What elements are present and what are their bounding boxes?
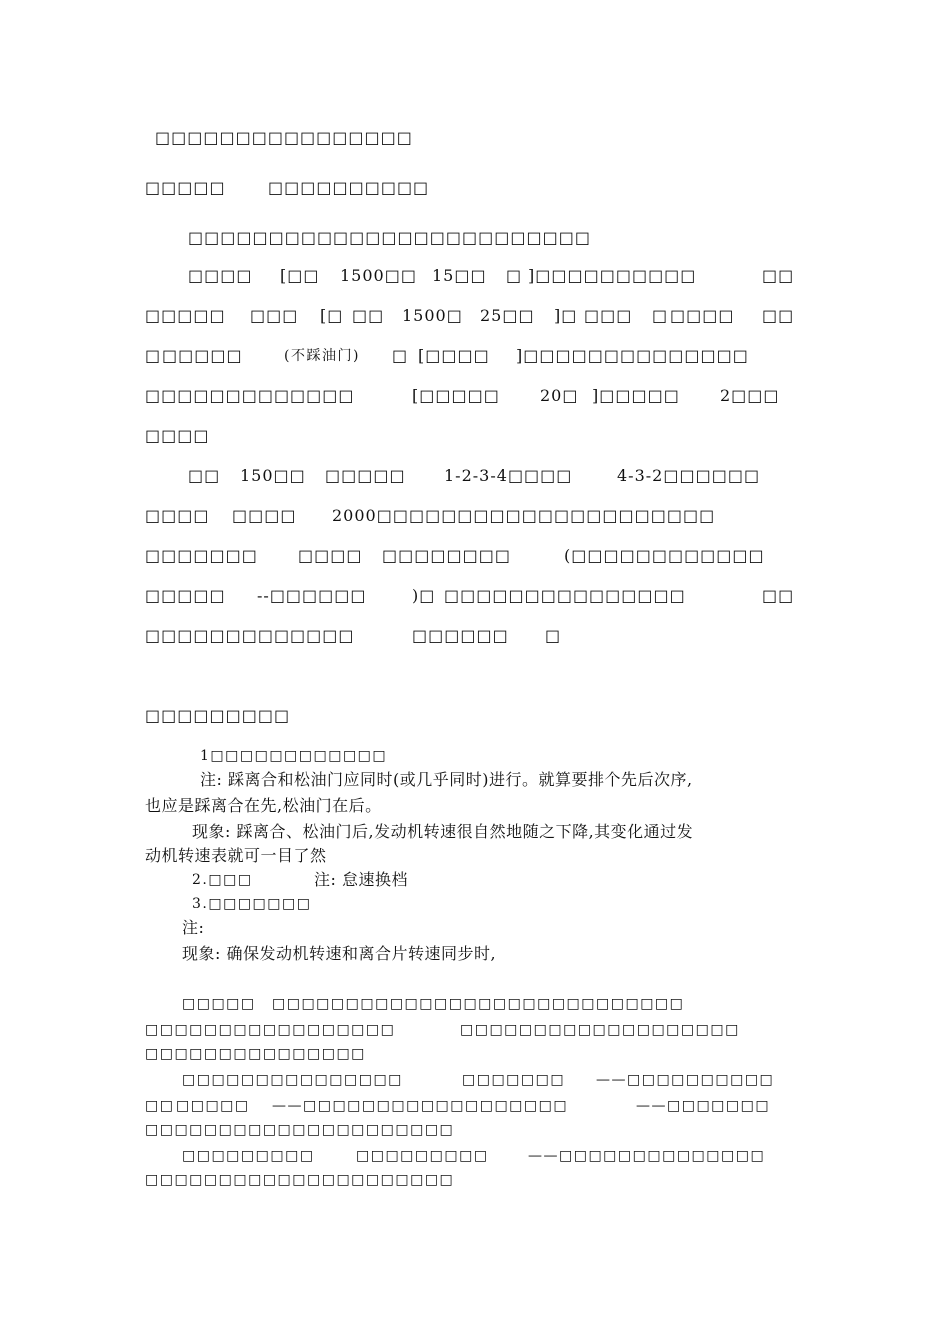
text-segment: 动机转速表就可一目了然	[145, 846, 327, 865]
text-segment: □□□□□□□□□□□□□□□	[182, 1072, 403, 1088]
text-line	[0, 466, 950, 492]
text-line	[0, 128, 950, 154]
text-segment: □□□□□□□□□	[145, 706, 291, 725]
text-segment: 注: 怠速换档	[314, 870, 408, 889]
text-segment: ——□□□□□□□□□□□□□□	[528, 1148, 766, 1164]
text-segment: 2□□□	[720, 386, 780, 405]
text-segment: □□	[762, 586, 795, 605]
text-segment: 也应是踩离合在先,松油门在后。	[145, 796, 382, 815]
text-segment: ]□□□□□□□□□□	[528, 266, 697, 285]
text-line	[0, 506, 950, 532]
text-segment: □□□□□□□	[462, 1072, 566, 1088]
text-segment: 3.□□□□□□□	[192, 896, 312, 912]
text-segment: □□□□□□□□□□□□□□□	[145, 1046, 366, 1062]
text-segment: 2.□□□	[192, 872, 253, 888]
text-segment: □□	[188, 466, 221, 485]
text-segment: □□□□□	[325, 466, 406, 485]
text-line	[0, 1044, 950, 1070]
text-segment: (不踩油门)	[284, 348, 360, 364]
text-line	[0, 346, 950, 372]
text-segment: 2000□□□□□□□□□□□□□□□□□□□□□	[332, 506, 716, 525]
text-line	[0, 796, 950, 822]
text-segment: □□□□□□□□	[382, 546, 511, 565]
text-segment: □	[652, 306, 669, 325]
text-segment: 1□□□□□□□□□□□□	[200, 748, 388, 764]
text-segment: □□	[762, 306, 795, 325]
text-segment: □□□□□	[162, 346, 243, 365]
text-line	[0, 1146, 950, 1172]
text-segment: □□□□□□□□□□□□□□□□□□□□□□□□□□□□	[272, 996, 685, 1012]
text-segment: □□□□	[188, 266, 253, 285]
text-segment: □□	[762, 266, 795, 285]
text-segment: ]□□□□□□□□□□□□□□	[516, 346, 749, 365]
text-line	[0, 746, 950, 772]
text-line	[0, 1170, 950, 1196]
text-segment: □□□□□□□□□□□□□	[145, 386, 355, 405]
text-segment: 1500□	[402, 306, 463, 325]
text-line	[0, 1120, 950, 1146]
text-segment: □□□□□□□□□□□□□□□□□□□□□	[145, 1172, 455, 1188]
text-line	[0, 546, 950, 572]
text-line	[0, 1020, 950, 1046]
text-segment: 1500□□	[340, 266, 417, 285]
text-segment: □□□□	[670, 306, 735, 325]
text-segment: □	[506, 266, 523, 285]
text-segment: 4-3-2□□□□□□	[617, 466, 761, 485]
text-segment: □□□□□□	[412, 626, 509, 645]
text-line	[0, 1096, 950, 1122]
text-segment: ]□□□□□	[592, 386, 680, 405]
text-segment: 15□□	[432, 266, 487, 285]
text-segment: □□□□□□□□□□□□□	[145, 626, 355, 645]
text-segment: ——□□□□□□□□□□	[596, 1072, 775, 1088]
text-line	[0, 944, 950, 970]
text-segment: □□□□□□□□□□	[268, 178, 430, 197]
text-segment: [□□□□□	[412, 386, 500, 405]
text-segment: □□□□□	[145, 586, 226, 605]
text-segment: □□□□□□□□□□□□□□□	[444, 586, 686, 605]
text-segment: □	[145, 346, 162, 365]
text-segment: □□□□	[298, 546, 363, 565]
text-segment: 注:	[182, 918, 205, 937]
text-segment: □□□□□□□□□	[356, 1148, 489, 1164]
text-segment: □□□□	[145, 506, 210, 525]
text-line	[0, 822, 950, 848]
text-segment: □□□	[250, 306, 299, 325]
text-segment: [□	[320, 306, 344, 325]
text-line	[0, 626, 950, 652]
text-segment: 20□	[540, 386, 579, 405]
text-segment: □□	[145, 1098, 175, 1114]
text-segment: ——□□□□□□□	[636, 1098, 771, 1114]
text-segment: 1-2-3-4□□□□	[444, 466, 573, 485]
text-segment: □□□□	[232, 506, 297, 525]
text-line	[0, 994, 950, 1020]
text-line	[0, 306, 950, 332]
text-line	[0, 266, 950, 292]
text-line	[0, 178, 950, 204]
text-line	[0, 894, 950, 920]
text-line	[0, 586, 950, 612]
text-line	[0, 228, 950, 254]
text-segment: )□	[412, 586, 436, 605]
text-segment: □	[545, 626, 562, 645]
text-segment: 现象: 确保发动机转速和离合片转速同步时,	[182, 944, 497, 963]
text-segment: (□□□□□□□□□□□□	[564, 546, 765, 565]
text-line	[0, 918, 950, 944]
text-line	[0, 386, 950, 412]
text-segment: □□□□□□□□□□□□□□□□□□□	[460, 1022, 740, 1038]
text-segment: 150□□	[240, 466, 306, 485]
text-segment: □□□□□	[182, 996, 256, 1012]
text-segment: □□□□□□□□□□□□□□□□	[155, 128, 413, 147]
text-segment: 25□□	[480, 306, 535, 325]
text-segment: ]□	[554, 306, 578, 325]
text-segment: [□□	[280, 266, 320, 285]
text-segment: □□□□□	[145, 306, 226, 325]
text-segment: ——□□□□□□□□□□□□□□□□□□	[272, 1098, 569, 1114]
text-segment: □□	[352, 306, 385, 325]
text-segment: [□□□□	[418, 346, 490, 365]
text-line	[0, 1070, 950, 1096]
text-segment: 注: 踩离合和松油门应同时(或几乎同时)进行。就算要排个先后次序,	[200, 770, 693, 789]
text-segment: --□□□□□□	[257, 586, 367, 605]
text-line	[0, 846, 950, 872]
text-segment: □□□□□□□□□□□□□□□□□□□□□	[145, 1122, 455, 1138]
text-line	[0, 706, 950, 732]
text-line	[0, 426, 950, 452]
text-segment: □□□	[584, 306, 633, 325]
text-segment: □□□□□□□□□□□□□□□□□□□□□□□□□	[188, 228, 591, 247]
text-segment: □□□□	[145, 426, 210, 445]
text-line	[0, 870, 950, 896]
text-line	[0, 770, 950, 796]
text-segment: □□□□□	[145, 178, 226, 197]
text-segment: 现象: 踩离合、松油门后,发动机转速很自然地随之下降,其变化通过发	[192, 822, 694, 841]
text-segment: □□□□□□□	[145, 546, 258, 565]
text-segment: □□□□□□□□□	[182, 1148, 315, 1164]
text-segment: □□□□□□□□□□□□□□□□□	[145, 1022, 396, 1038]
text-segment: □	[392, 346, 409, 365]
text-segment: □□□□□	[176, 1098, 250, 1114]
